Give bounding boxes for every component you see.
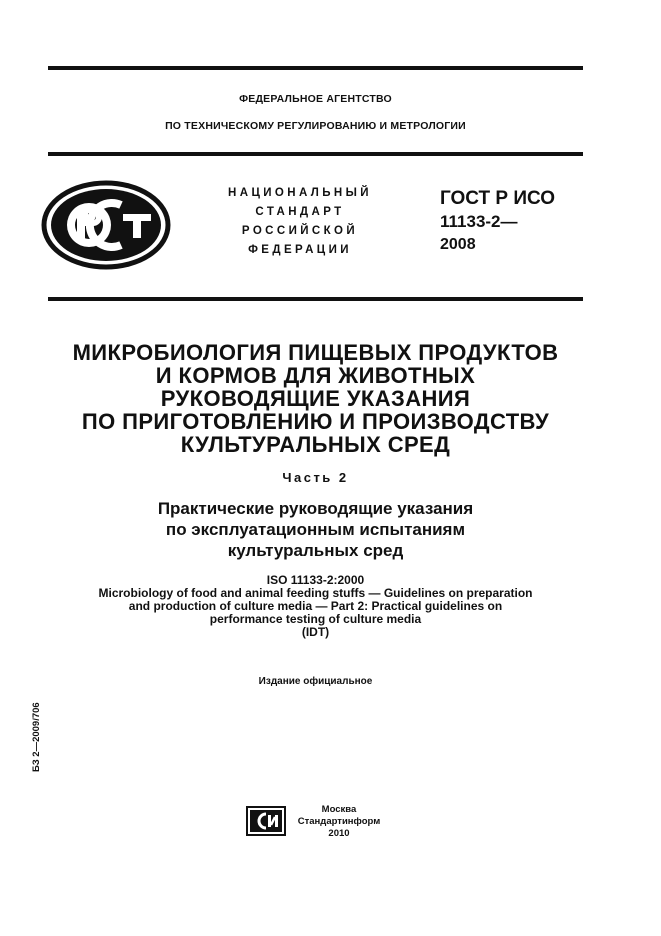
title-line-5: КУЛЬТУРАЛЬНЫХ СРЕД [180,432,451,457]
top-rule [48,66,583,70]
iso-title-line-1: Microbiology of food and animal feeding stuffs — Guidelines on preparation [98,586,533,600]
title-line-3: РУКОВОДЯЩИЕ УКАЗАНИЯ [160,386,471,411]
gost-number: 11133-2— [440,212,518,231]
part-label: Часть 2 [282,470,349,485]
publisher-block [294,804,384,840]
publisher-year: 2010 [328,828,350,839]
iso-title-line-3: performance testing of culture media [209,612,422,626]
standard-rule [48,297,583,301]
agency-line-1: ФЕДЕРАЛЬНОЕ АГЕНТСТВО [239,93,392,105]
title-line-4: ПО ПРИГОТОВЛЕНИЮ И ПРОИЗВОДСТВУ [81,409,550,434]
iso-identity: (IDT) [301,625,330,639]
title-line-2: И КОРМОВ ДЛЯ ЖИВОТНЫХ [155,363,476,388]
side-code: БЗ 2—2009/706 [31,702,42,772]
header-rule [48,152,583,156]
subtitle-line-3: культуральных сред [227,541,404,560]
national-line-3: РОССИЙСКОЙ [241,225,359,237]
title-line-1: МИКРОБИОЛОГИЯ ПИЩЕВЫХ ПРОДУКТОВ [72,340,559,365]
national-line-2: СТАНДАРТ [255,206,345,218]
iso-title-line-2: and production of culture media — Part 2: Practical guidelines on [128,599,503,613]
iso-reference [48,574,583,639]
rst-logo-icon [41,180,171,270]
agency-line-2: ПО ТЕХНИЧЕСКОМУ РЕГУЛИРОВАНИЮ И МЕТРОЛОГИИ [165,120,466,132]
subtitle-line-2: по эксплуатационным испытаниям [165,520,466,539]
gost-designation [440,187,555,256]
national-line-1: НАЦИОНАЛЬНЫЙ [228,187,372,199]
document-subtitle [48,498,583,561]
document-title [48,341,583,456]
standartinform-logo-icon [246,806,286,836]
subtitle-line-1: Практические руководящие указания [157,499,474,518]
publisher-city: Москва [321,804,357,815]
iso-number: ISO 11133-2:2000 [266,573,365,587]
national-line-4: ФЕДЕРАЦИИ [248,244,352,256]
gost-prefix: ГОСТ Р ИСО [440,188,556,209]
official-edition-label: Издание официальное [258,676,373,687]
gost-year: 2008 [440,236,476,253]
publisher-name: Стандартинформ [297,816,381,827]
national-standard-label [210,184,390,260]
